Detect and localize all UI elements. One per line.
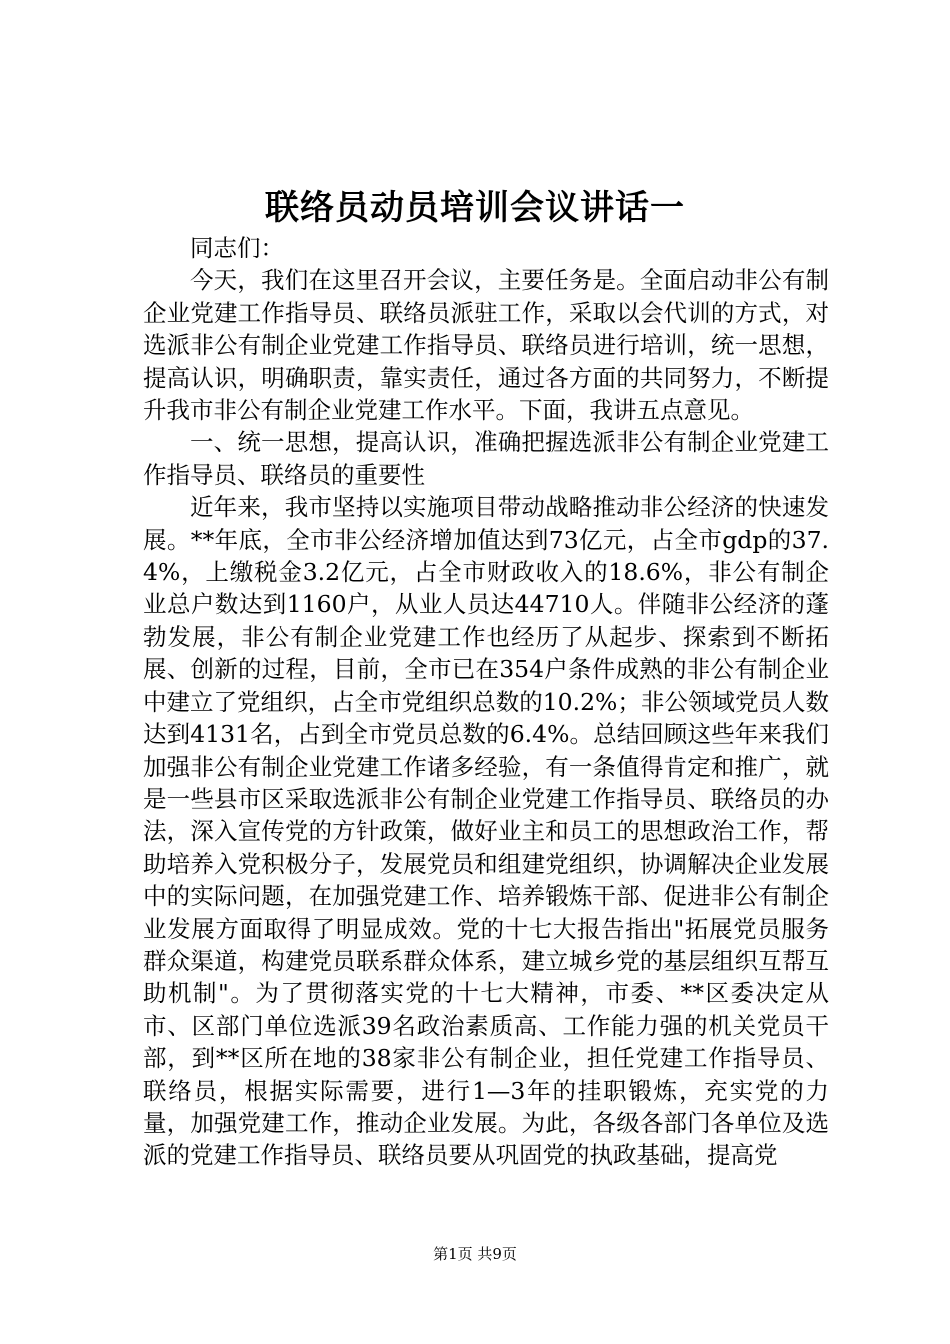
page-number-footer: 第1页 共9页 [433, 1245, 517, 1263]
section-heading-1: 一、统一思想，提高认识，准确把握选派非公有制企业党建工作指导员、联络员的重要性 [143, 428, 829, 489]
document-title: 联络员动员培训会议讲话一 [265, 188, 685, 228]
salutation-paragraph: 同志们： [190, 234, 284, 262]
body-paragraph: 近年来，我市坚持以实施项目带动战略推动非公经济的快速发展。**年底，全市非公经济增加值达到73亿元，占全市gdp的37.4%，上缴税金3.2亿元，占全市财政收入的18.6%，非公有制企业总户数达到1160户，从业人员达44710人。伴随非公经济的蓬勃发展，非公有制企业党建工作也经历了从起步、探索到不断拓展、创新的过程，目前，全市已在354户条件成熟的非公有制企业中建立了党组织，占全市党组织总数的10.2%；非公领域党员人数达到4131名，占到全市党员总数的6.4%。总结回顾这些年来我们加强非公有制企业党建工作诸多经验，有一条值得肯定和推广，就是一些县市区采取选派非公有制企业党建工作指导员、联络员的办法，深入宣传党的方针政策，做好业主和员工的思想政治工作，帮助培养入党积极分子，发展党员和组建党组织，协调解决企业发展中的实际问题，在加强党建工作、培养锻炼干部、促进非公有制企业发展方面取得了明显成效。党的十七大报告指出"拓展党员服务群众渠道，构建党员联系群众体系，建立城乡党的基层组织互帮互助机制"。为了贯彻落实党的十七大精神，市委、**区委决定从市、区部门单位选派39名政治素质高、工作能力强的机关党员干部，到**区所在地的38家非公有制企业，担任党建工作指导员、联络员，根据实际需要，进行1—3年的挂职锻炼，充实党的力量，加强党建工作，推动企业发展。为此，各级各部门各单位及选派的党建工作指导员、联络员要从巩固党的执政基础，提高党 [143, 493, 829, 1170]
document-body [143, 232, 829, 1172]
intro-paragraph: 今天，我们在这里召开会议，主要任务是。全面启动非公有制企业党建工作指导员、联络员派驻工作，采取以会代训的方式，对选派非公有制企业党建工作指导员、联络员进行培训，统一思想，提高认识，明确职责，靠实责任，通过各方面的共同努力，不断提升我市非公有制企业党建工作水平。下面，我讲五点意见。 [143, 266, 829, 425]
